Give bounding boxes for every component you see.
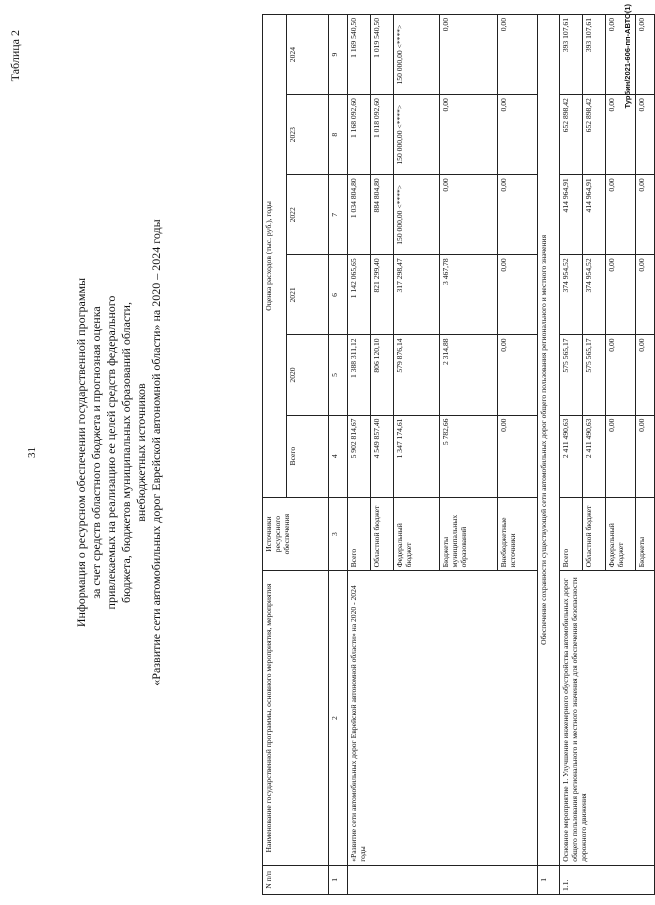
index-cell: 8 <box>329 95 348 175</box>
source-label: Областной бюджет <box>371 497 394 571</box>
value-cell: 414 964,91 <box>583 175 606 255</box>
program-name: «Развитие сети автомобильных дорог Еврейской автономной области» на 2020 - 2024 годы <box>348 571 538 865</box>
value-cell: 2 314,88 <box>440 335 498 415</box>
source-label: Федеральный бюджет <box>394 497 440 571</box>
value-cell: 1 034 804,80 <box>348 175 371 255</box>
value-cell: 0,00 <box>606 335 636 415</box>
value-cell: 821 299,40 <box>371 255 394 335</box>
value-cell: 5 782,66 <box>440 415 498 497</box>
value-cell: 1 168 092,60 <box>348 95 371 175</box>
header-year-2023: 2023 <box>287 95 329 175</box>
value-cell: 4 549 857,40 <box>371 415 394 497</box>
value-cell: 0,00 <box>498 15 538 95</box>
value-cell: 374 954,52 <box>560 255 583 335</box>
value-cell: 0,00 <box>440 175 498 255</box>
header-source: Источники ресурсного обеспечения <box>263 497 329 571</box>
value-cell: 2 411 490,63 <box>583 415 606 497</box>
value-cell: 579 876,14 <box>394 335 440 415</box>
section-num: 1 <box>538 865 560 894</box>
index-cell: 5 <box>329 335 348 415</box>
value-cell: 0,00 <box>606 175 636 255</box>
value-cell: 0,00 <box>606 415 636 497</box>
index-cell: 6 <box>329 255 348 335</box>
source-label: Областной бюджет <box>583 497 606 571</box>
value-cell: 317 298,47 <box>394 255 440 335</box>
header-estimate: Оценка расходов (тыс. руб.), годы <box>263 15 287 498</box>
title-line-3: привлекаемых на реализацию ее целей средств федерального <box>104 295 118 610</box>
index-row <box>329 15 348 895</box>
value-cell: 0,00 <box>636 175 655 255</box>
header-total: Всего <box>287 415 329 497</box>
document-title <box>74 0 164 905</box>
value-cell: 0,00 <box>636 15 655 95</box>
value-cell: 0,00 <box>498 415 538 497</box>
value-cell: 414 964,91 <box>560 175 583 255</box>
value-cell: 1 347 174,61 <box>394 415 440 497</box>
value-cell: 1 169 540,50 <box>348 15 371 95</box>
source-label: Бюджеты муниципальных образований <box>440 497 498 571</box>
source-label: Внебюджетные источники <box>498 497 538 571</box>
measure-name: Основное мероприятие 1. Улучшение инженерного обустройства автомобильных дорог общего пользования регионального и местного значения для обеспечения безопасности дорожного движения <box>560 571 655 865</box>
title-line-2: за счет средств областного бюджета и прогнозная оценка <box>89 306 103 599</box>
resource-table <box>262 14 655 895</box>
index-cell: 9 <box>329 15 348 95</box>
section-title: Обеспечение сохранности существующей сети автомобильных дорог общего пользования регионального и местного значения <box>538 15 560 866</box>
table-row <box>348 15 371 895</box>
value-cell: 0,00 <box>636 335 655 415</box>
source-label: Всего <box>560 497 583 571</box>
table-label: Таблица 2 <box>8 30 22 82</box>
title-line-1: Информация о ресурсном обеспечении государственной программы <box>74 277 88 628</box>
header-year-2022: 2022 <box>287 175 329 255</box>
value-cell: 374 954,52 <box>583 255 606 335</box>
table-row <box>560 15 583 895</box>
value-cell: 0,00 <box>636 415 655 497</box>
source-label: Всего <box>348 497 371 571</box>
value-cell: 575 565,17 <box>560 335 583 415</box>
header-year-2021: 2021 <box>287 255 329 335</box>
value-cell: 0,00 <box>498 175 538 255</box>
value-cell: 1 019 540,50 <box>371 15 394 95</box>
value-cell: 1 018 092,60 <box>371 95 394 175</box>
index-cell: 4 <box>329 415 348 497</box>
value-cell: 0,00 <box>498 255 538 335</box>
value-cell: 652 898,42 <box>560 95 583 175</box>
index-cell: 1 <box>329 865 348 894</box>
measure-num: 1.1. <box>560 865 655 894</box>
value-cell: 3 467,78 <box>440 255 498 335</box>
value-cell: 393 107,61 <box>560 15 583 95</box>
index-cell: 3 <box>329 497 348 571</box>
value-cell: 575 565,17 <box>583 335 606 415</box>
header-year-2020: 2020 <box>287 335 329 415</box>
value-cell: 150 000,00 <****> <box>394 15 440 95</box>
value-cell: 806 120,10 <box>371 335 394 415</box>
value-cell: 150 000,00 <****> <box>394 175 440 255</box>
source-label: Федеральный бюджет <box>606 497 636 571</box>
header-year-2024: 2024 <box>287 15 329 95</box>
value-cell: 2 411 490,63 <box>560 415 583 497</box>
value-cell: 1 388 311,12 <box>348 335 371 415</box>
value-cell: 0,00 <box>498 95 538 175</box>
section-row <box>538 15 560 895</box>
value-cell: 0,00 <box>440 95 498 175</box>
footer-code: Турбин/2021-606-пп-АВТО(1) <box>623 4 632 109</box>
title-line-4: бюджета, бюджетов муниципальных образований области, <box>119 302 133 603</box>
value-cell: 0,00 <box>636 255 655 335</box>
value-cell: 0,00 <box>636 95 655 175</box>
value-cell: 884 804,80 <box>371 175 394 255</box>
value-cell: 652 898,42 <box>583 95 606 175</box>
program-num-cell <box>348 865 538 894</box>
value-cell: 0,00 <box>606 255 636 335</box>
header-row-top <box>263 15 287 895</box>
value-cell: 0,00 <box>606 15 636 95</box>
value-cell: 0,00 <box>606 95 636 175</box>
value-cell: 0,00 <box>440 15 498 95</box>
index-cell: 7 <box>329 175 348 255</box>
value-cell: 5 902 814,67 <box>348 415 371 497</box>
title-line-6: «Развитие сети автомобильных дорог Еврейской автономной области» на 2020 – 2024 годы <box>149 219 163 686</box>
header-num: N п/п <box>263 865 329 894</box>
header-name: Наименование государственной программы, основного мероприятия, мероприятия <box>263 571 329 865</box>
source-label: Бюджеты <box>636 497 655 571</box>
page-number: 31 <box>26 447 38 458</box>
index-cell: 2 <box>329 571 348 865</box>
title-line-5: внебюджетных источников <box>134 383 148 522</box>
value-cell: 150 000,00 <****> <box>394 95 440 175</box>
value-cell: 393 107,61 <box>583 15 606 95</box>
value-cell: 0,00 <box>498 335 538 415</box>
value-cell: 1 142 065,65 <box>348 255 371 335</box>
